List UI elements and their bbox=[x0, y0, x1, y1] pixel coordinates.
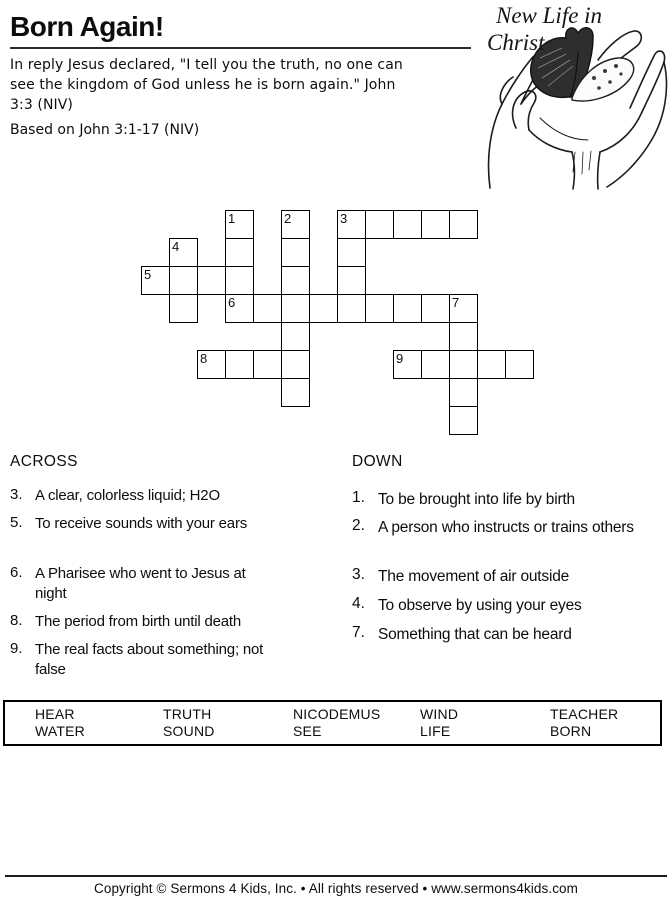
clue-number: 4. bbox=[352, 595, 365, 612]
grid-cell[interactable] bbox=[337, 266, 366, 295]
word-bank-word: SOUND bbox=[163, 723, 215, 739]
clue-text: Something that can be heard bbox=[378, 626, 572, 643]
across-clue-3 bbox=[10, 486, 279, 506]
across-clue-6 bbox=[10, 564, 279, 604]
word-bank-word: HEAR bbox=[35, 706, 75, 722]
grid-cell[interactable] bbox=[197, 266, 226, 295]
grid-cell[interactable] bbox=[281, 294, 310, 323]
scripture-quote bbox=[10, 55, 403, 115]
grid-cell-number: 6 bbox=[228, 295, 236, 310]
down-clue-7 bbox=[352, 624, 640, 645]
grid-cell-number: 8 bbox=[200, 351, 208, 366]
grid-cell[interactable] bbox=[477, 350, 506, 379]
grid-cell-number: 5 bbox=[144, 267, 152, 282]
scripture-quote-line: In reply Jesus declared, "I tell you the truth, no one can bbox=[10, 57, 403, 73]
grid-cell[interactable] bbox=[393, 294, 422, 323]
page-title: Born Again! bbox=[10, 11, 164, 42]
word-bank-word: NICODEMUS bbox=[293, 706, 381, 722]
grid-cell[interactable] bbox=[281, 238, 310, 267]
grid-cell[interactable] bbox=[169, 266, 198, 295]
grid-cell[interactable] bbox=[421, 294, 450, 323]
grid-cell[interactable] bbox=[281, 266, 310, 295]
clue-number: 9. bbox=[10, 640, 23, 657]
grid-cell[interactable] bbox=[225, 294, 254, 323]
clue-text: To be brought into life by birth bbox=[378, 491, 575, 508]
word-bank-word: WIND bbox=[420, 706, 459, 722]
clue-text: A person who instructs or trains others bbox=[378, 519, 634, 536]
clue-number: 6. bbox=[10, 564, 23, 581]
clue-number: 5. bbox=[10, 514, 23, 531]
clue-text: A clear, colorless liquid; H2O bbox=[35, 487, 220, 504]
grid-cell[interactable] bbox=[337, 238, 366, 267]
down-section bbox=[352, 453, 672, 698]
grid-cell[interactable] bbox=[337, 210, 366, 239]
clue-number: 8. bbox=[10, 612, 23, 629]
title-underline bbox=[10, 47, 471, 49]
hands-butterfly-illustration bbox=[478, 0, 672, 190]
grid-cell[interactable] bbox=[281, 210, 310, 239]
grid-cell[interactable] bbox=[449, 322, 478, 351]
based-on-text: Based on John 3:1-17 (NIV) bbox=[10, 122, 200, 138]
grid-cell-number: 4 bbox=[172, 239, 180, 254]
clue-text: To receive sounds with your ears bbox=[35, 515, 248, 532]
grid-cell[interactable] bbox=[141, 266, 170, 295]
word-bank-column bbox=[293, 706, 380, 740]
down-clue-2 bbox=[352, 517, 640, 538]
grid-cell[interactable] bbox=[449, 210, 478, 239]
grid-cell-number: 3 bbox=[340, 211, 348, 226]
across-clue-8 bbox=[10, 612, 279, 632]
grid-cell[interactable] bbox=[197, 350, 226, 379]
illustration-caption-line2: Christ bbox=[487, 30, 545, 55]
grid-cell[interactable] bbox=[309, 294, 338, 323]
across-section bbox=[10, 453, 345, 698]
grid-cell[interactable] bbox=[505, 350, 534, 379]
grid-cell[interactable] bbox=[225, 266, 254, 295]
down-clue-3 bbox=[352, 566, 640, 587]
across-header: ACROSS bbox=[10, 453, 78, 470]
clue-number: 3. bbox=[352, 566, 365, 583]
grid-cell[interactable] bbox=[421, 210, 450, 239]
word-bank-column bbox=[420, 706, 458, 740]
across-clue-9 bbox=[10, 640, 279, 680]
grid-cell-number: 2 bbox=[284, 211, 292, 226]
grid-cell[interactable] bbox=[169, 238, 198, 267]
crossword-grid bbox=[141, 210, 535, 436]
scripture-quote-line: see the kingdom of God unless he is born again." John bbox=[10, 77, 396, 93]
grid-cell[interactable] bbox=[281, 350, 310, 379]
grid-cell[interactable] bbox=[449, 406, 478, 435]
grid-cell-number: 1 bbox=[228, 211, 236, 226]
grid-cell[interactable] bbox=[337, 294, 366, 323]
across-clue-5 bbox=[10, 514, 279, 534]
word-bank-word: TEACHER bbox=[550, 706, 619, 722]
footer-rule bbox=[5, 875, 667, 877]
grid-cell[interactable] bbox=[225, 210, 254, 239]
grid-cell[interactable] bbox=[365, 294, 394, 323]
grid-cell[interactable] bbox=[393, 350, 422, 379]
clue-text: To observe by using your eyes bbox=[378, 597, 582, 614]
clue-number: 3. bbox=[10, 486, 23, 503]
word-bank-column bbox=[550, 706, 618, 740]
grid-cell[interactable] bbox=[281, 378, 310, 407]
word-bank-column bbox=[163, 706, 215, 740]
down-clue-4 bbox=[352, 595, 640, 616]
down-clue-1 bbox=[352, 489, 640, 510]
grid-cell[interactable] bbox=[225, 238, 254, 267]
grid-cell[interactable] bbox=[281, 322, 310, 351]
grid-cell[interactable] bbox=[449, 294, 478, 323]
clue-text: A Pharisee who went to Jesus at night bbox=[35, 565, 246, 602]
grid-cell[interactable] bbox=[449, 350, 478, 379]
grid-cell[interactable] bbox=[169, 294, 198, 323]
grid-cell[interactable] bbox=[393, 210, 422, 239]
word-bank bbox=[3, 700, 662, 746]
clue-number: 2. bbox=[352, 517, 365, 534]
footer-copyright: Copyright © Sermons 4 Kids, Inc. • All rights reserved • www.sermons4kids.com bbox=[93, 881, 579, 896]
clue-text: The movement of air outside bbox=[378, 568, 570, 585]
clue-number: 7. bbox=[352, 624, 365, 641]
grid-cell[interactable] bbox=[449, 378, 478, 407]
clue-text: The real facts about something; not false bbox=[35, 641, 264, 678]
word-bank-word: SEE bbox=[293, 723, 322, 739]
clue-number: 1. bbox=[352, 489, 365, 506]
grid-cell[interactable] bbox=[421, 350, 450, 379]
clue-text: The period from birth until death bbox=[35, 613, 242, 630]
grid-cell[interactable] bbox=[253, 350, 282, 379]
grid-cell[interactable] bbox=[365, 210, 394, 239]
scripture-quote-line: 3:3 (NIV) bbox=[10, 97, 73, 113]
grid-cell-number: 9 bbox=[396, 351, 404, 366]
word-bank-word: BORN bbox=[550, 723, 592, 739]
word-bank-column bbox=[35, 706, 85, 740]
word-bank-word: WATER bbox=[35, 723, 85, 739]
grid-cell-number: 7 bbox=[452, 295, 460, 310]
down-header: DOWN bbox=[352, 453, 403, 470]
illustration-caption-line1: New Life in bbox=[496, 3, 603, 28]
word-bank-word: TRUTH bbox=[163, 706, 212, 722]
grid-cell[interactable] bbox=[253, 294, 282, 323]
word-bank-word: LIFE bbox=[420, 723, 451, 739]
grid-cell[interactable] bbox=[225, 350, 254, 379]
